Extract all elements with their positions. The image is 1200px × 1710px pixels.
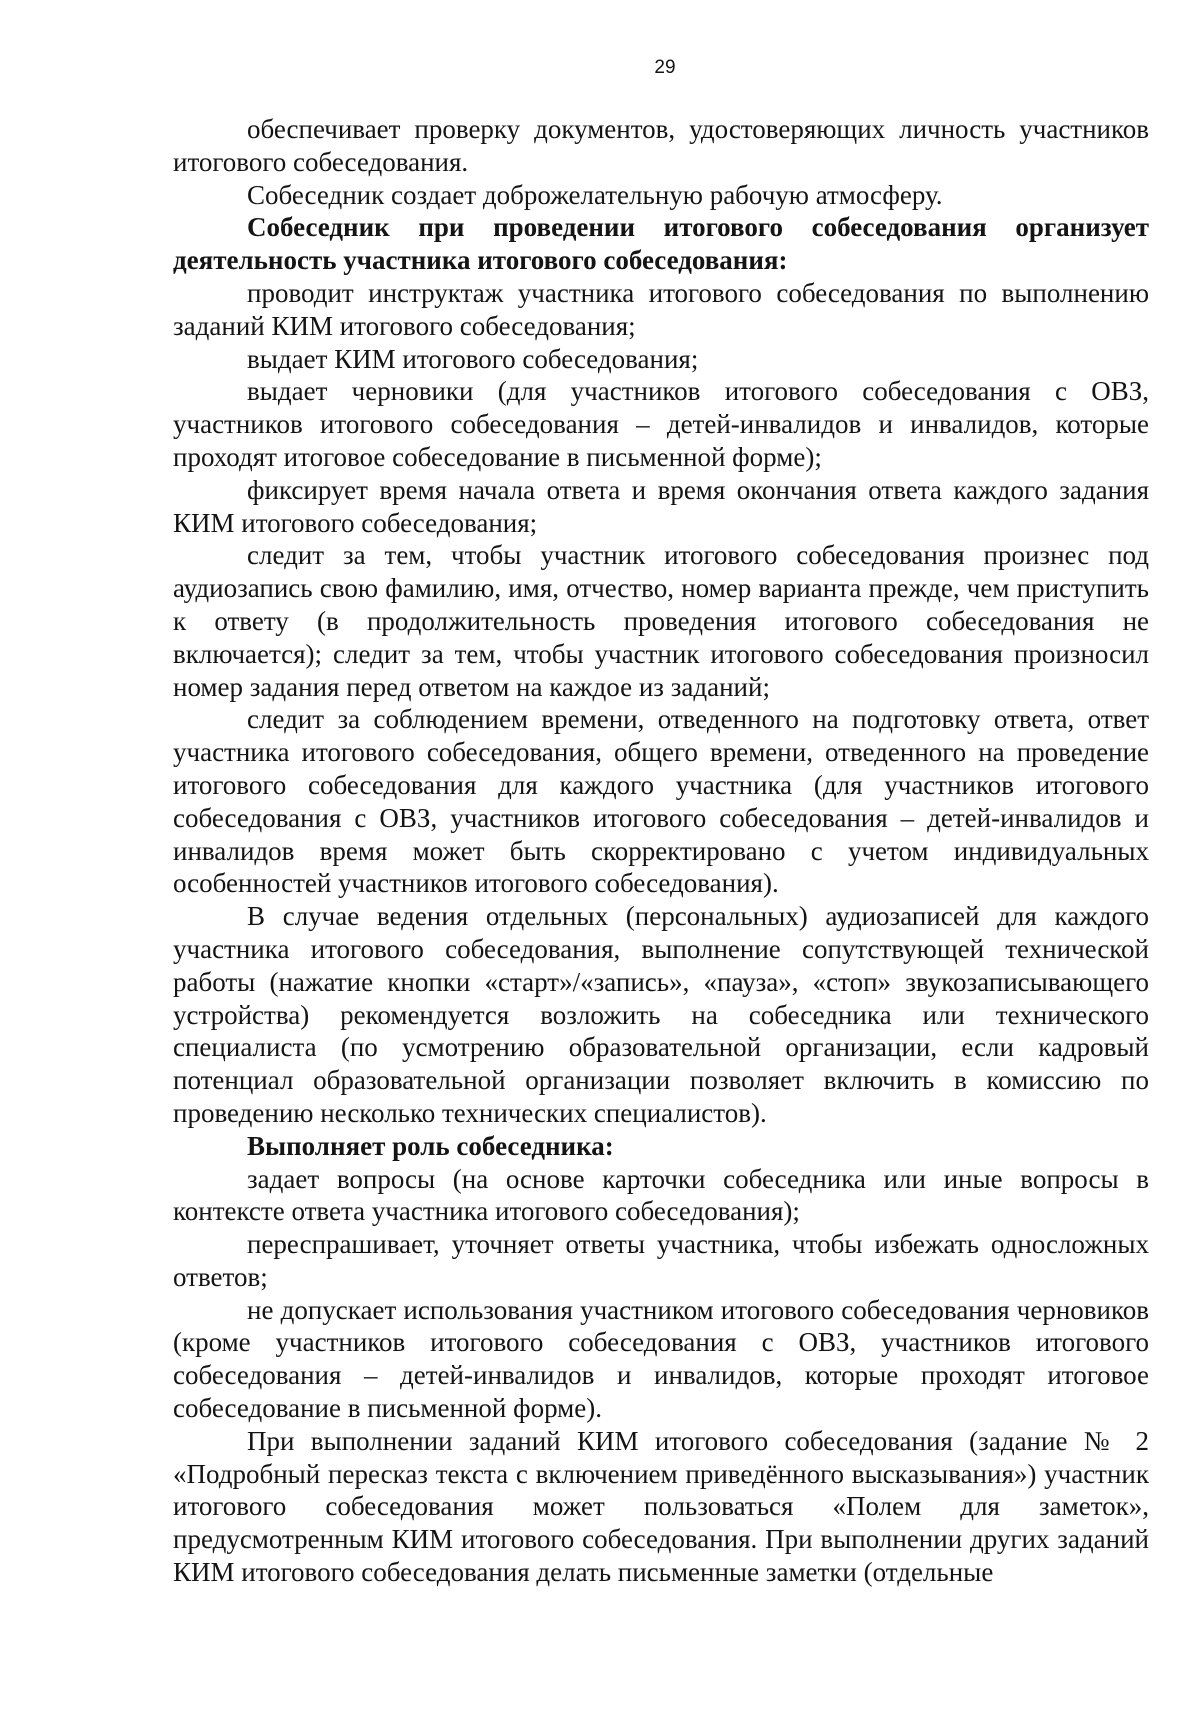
- body-paragraph: не допускает использования участником итогового собеседования черновиков (кроме участников итогового собеседования с ОВЗ, участников итогового собеседования – детей-инвалидов и инвалидов, которые проходят итоговое собеседование в письменной форме).: [173, 1294, 1149, 1424]
- body-paragraph: следит за соблюдением времени, отведенного на подготовку ответа, ответ участника итогового собеседования, общего времени, отведенного на проведение итогового собеседования для каждого участника (для участников итогового собеседования с ОВЗ, участников итогового собеседования – детей-инвалидов и инвалидов время может быть скорректировано с учетом индивидуальных особенностей участников итогового собеседования).: [173, 704, 1149, 899]
- body-paragraph: следит за тем, чтобы участник итогового собеседования произнес под аудиозапись свою фамилию, имя, отчество, номер варианта прежде, чем приступить к ответу (в продолжительность проведения итогового собеседования не включается); следит за тем, чтобы участник итогового собеседования произносил номер задания перед ответом на каждое из заданий;: [173, 540, 1149, 702]
- body-paragraph: выдает КИМ итогового собеседования;: [247, 343, 699, 374]
- body-paragraph: выдает черновики (для участников итогового собеседования с ОВЗ, участников итогового собеседования – детей-инвалидов и инвалидов, которые проходят итоговое собеседование в письменной форме);: [173, 376, 1149, 472]
- bold-heading-paragraph: Выполняет роль собеседника:: [247, 1130, 614, 1161]
- body-paragraph: обеспечивает проверку документов, удостоверяющих личность участников итогового собеседования.: [173, 114, 1149, 177]
- body-paragraph: задает вопросы (на основе карточки собеседника или иные вопросы в контексте ответа участника итогового собеседования);: [173, 1163, 1149, 1227]
- bold-heading-paragraph: Собеседник при проведении итогового собеседования организует деятельность участника итогового собеседования:: [173, 212, 1149, 276]
- body-paragraph: При выполнении заданий КИМ итогового собеседования (задание № 2 «Подробный пересказ текста с включением приведённого высказывания») участник итогового собеседования может пользоваться «Полем для заметок», предусмотренным КИМ итогового собеседования. При выполнении других заданий КИМ итогового собеседования делать письменные заметки (отдельные: [173, 1425, 1149, 1588]
- document-body: [173, 113, 1149, 1589]
- page-number: 29: [654, 57, 676, 78]
- body-paragraph: Собеседник создает доброжелательную рабочую атмосферу.: [247, 179, 943, 210]
- body-paragraph: проводит инструктаж участника итогового собеседования по выполнению заданий КИМ итогового собеседования;: [173, 277, 1149, 341]
- body-paragraph: В случае ведения отдельных (персональных) аудиозаписей для каждого участника итогового собеседования, выполнение сопутствующей технической работы (нажатие кнопки «старт»/«запись», «пауза», «стоп» звукозаписывающего устройства) рекомендуется возложить на собеседника или технического специалиста (по усмотрению образовательной организации, если кадровый потенциал образовательной организации позволяет включить в комиссию по проведению несколько технических специалистов).: [173, 901, 1149, 1128]
- body-paragraph: переспрашивает, уточняет ответы участника, чтобы избежать односложных ответов;: [173, 1229, 1149, 1292]
- body-paragraph: фиксирует время начала ответа и время окончания ответа каждого задания КИМ итогового собеседования;: [173, 474, 1149, 538]
